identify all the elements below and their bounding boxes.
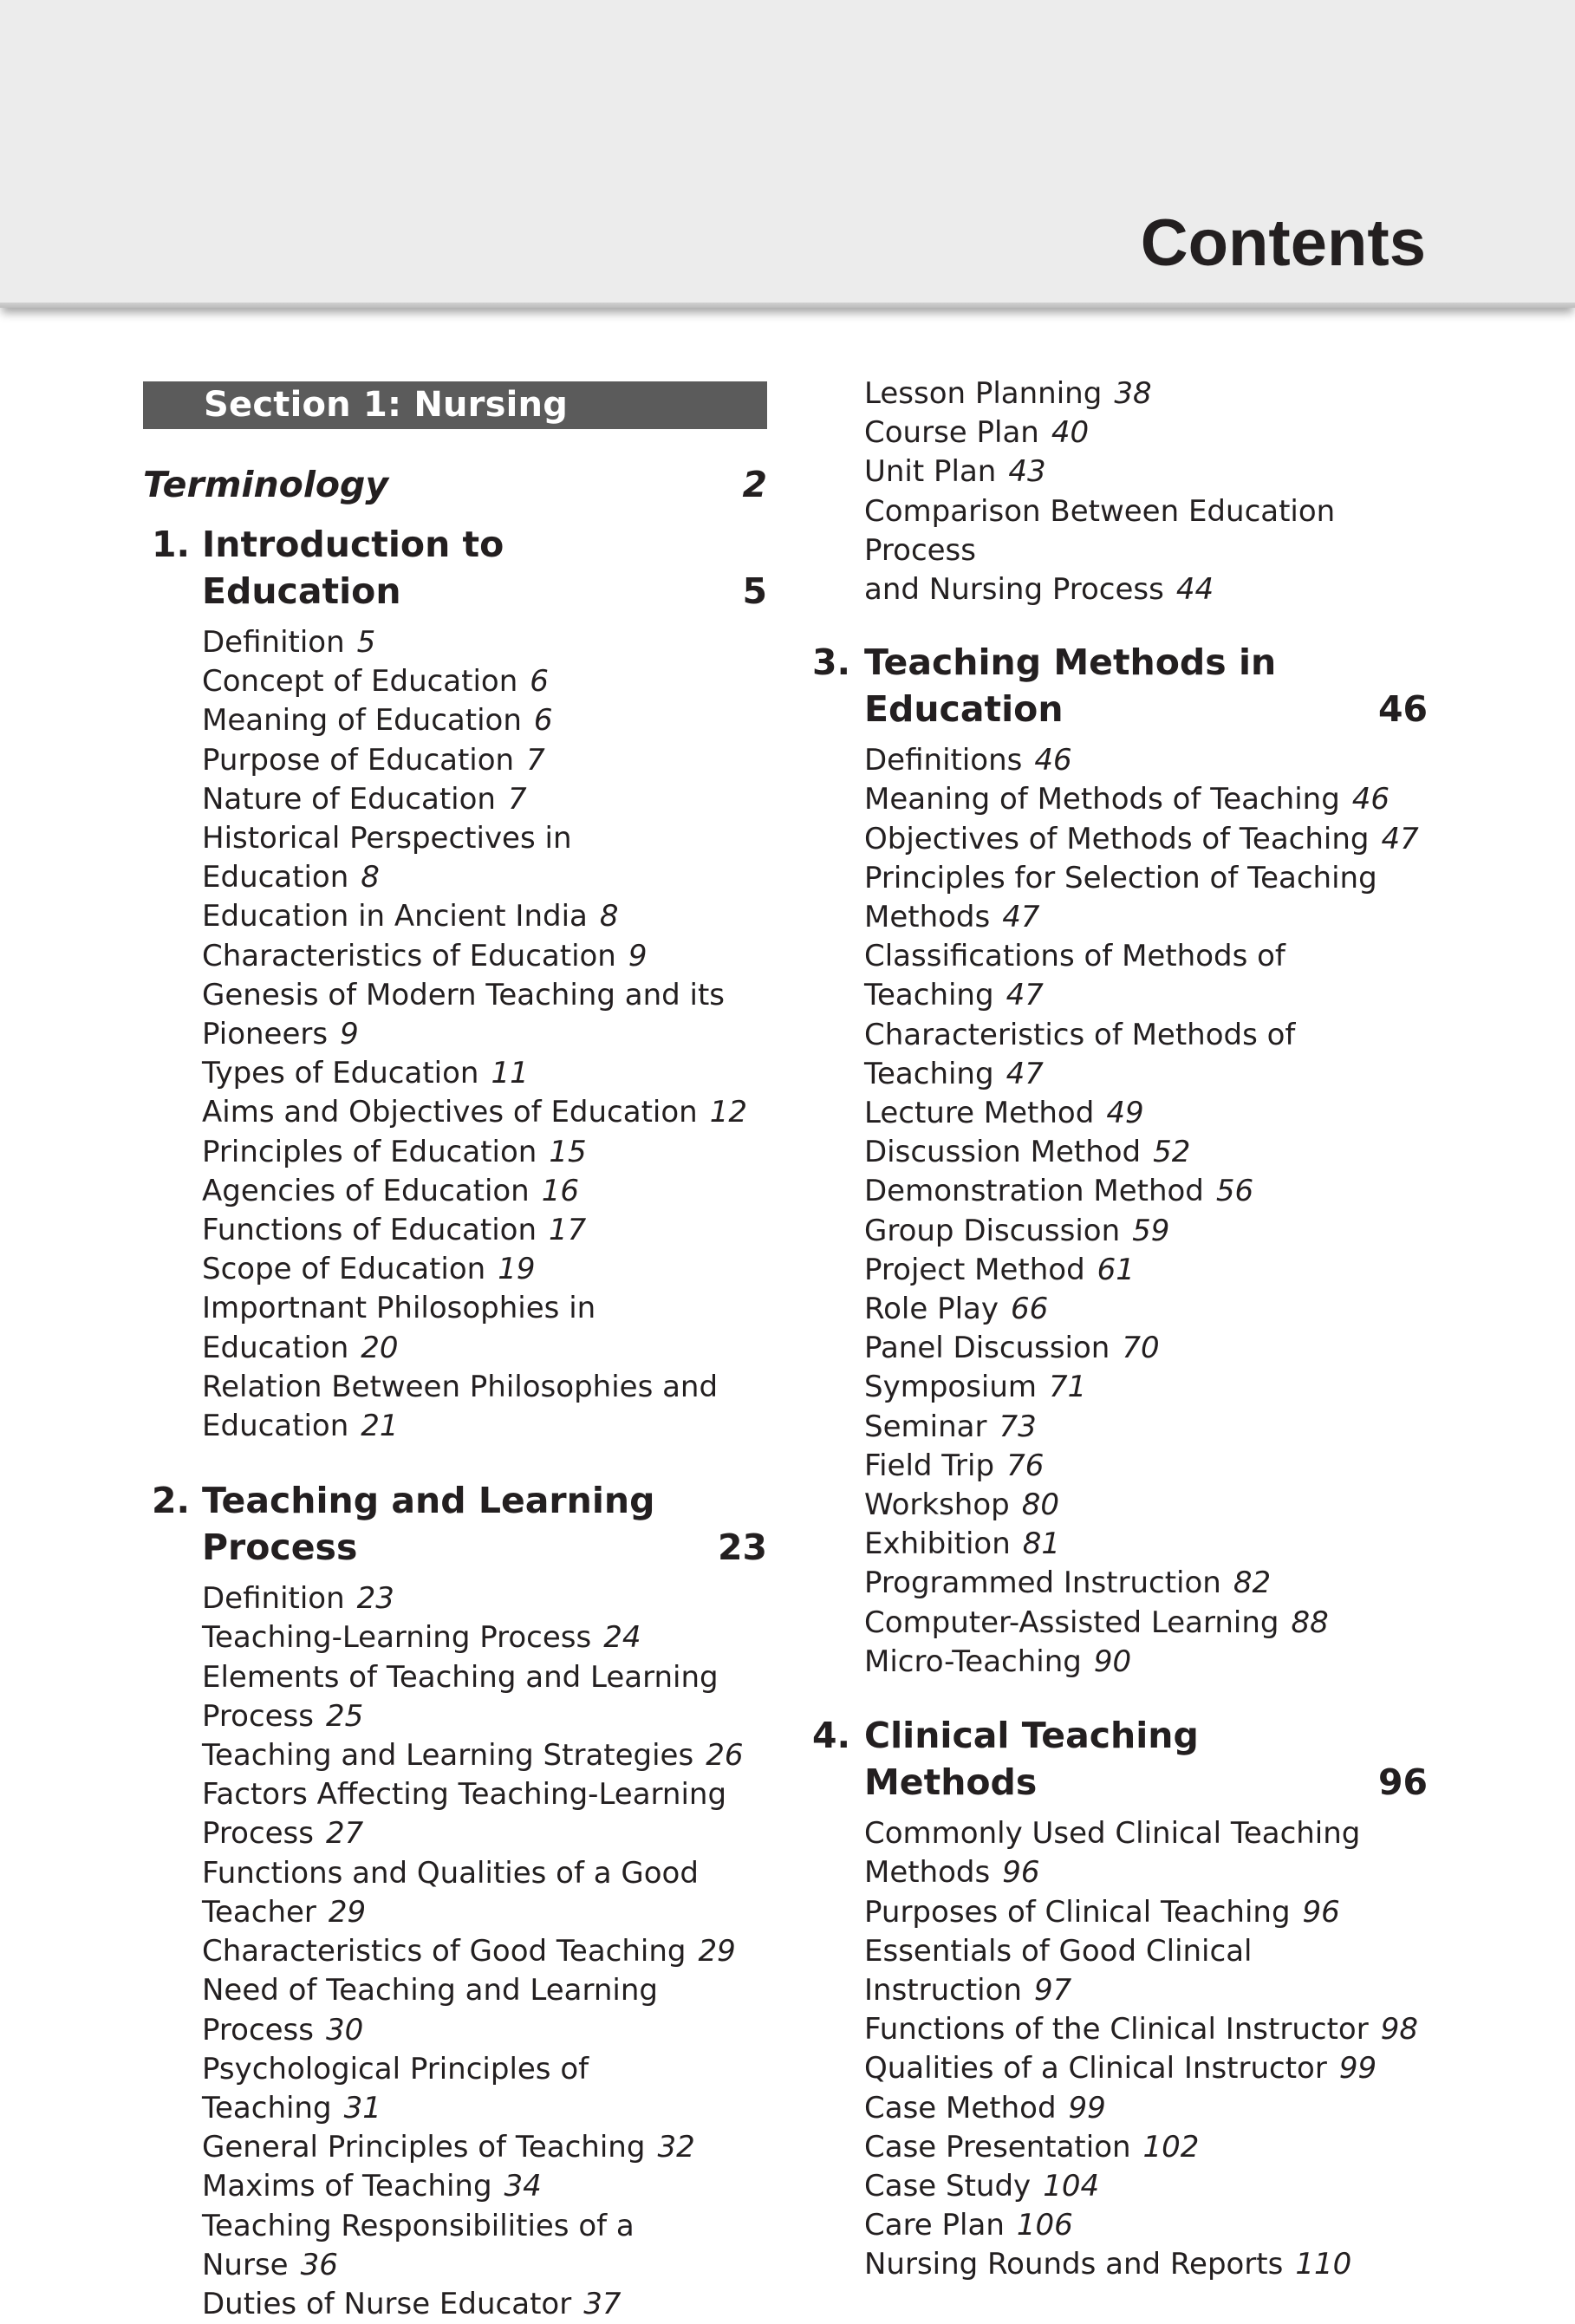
toc-entry-page: 76 xyxy=(1006,1448,1045,1483)
toc-entry[interactable] xyxy=(202,1289,767,1367)
toc-entry[interactable] xyxy=(864,859,1428,898)
toc-entry-title: Case Study xyxy=(864,2168,1032,2204)
toc-entry[interactable] xyxy=(202,1775,767,1814)
toc-entry[interactable] xyxy=(202,623,767,662)
toc-entry-title: Group Discussion xyxy=(864,1213,1121,1248)
toc-entry-page: 25 xyxy=(325,1698,364,1734)
toc-entry[interactable] xyxy=(202,1658,767,1697)
toc-entry-title: Seminar xyxy=(864,1409,987,1444)
toc-entry[interactable] xyxy=(864,820,1428,859)
toc-entry[interactable] xyxy=(202,976,767,1015)
toc-entry[interactable] xyxy=(864,2245,1428,2284)
toc-entry-page: 34 xyxy=(504,2169,542,2204)
toc-entry-page: 37 xyxy=(583,2286,622,2321)
toc-entry-page: 9 xyxy=(628,938,648,973)
terminology-title: Terminology xyxy=(143,464,389,505)
toc-entry-page: 11 xyxy=(491,1056,529,1091)
toc-entry-title: Types of Education xyxy=(202,1056,479,1091)
toc-terminology[interactable] xyxy=(143,459,767,511)
toc-entry-page: 16 xyxy=(541,1173,580,1208)
chapter-page: 5 xyxy=(742,570,767,612)
toc-entry-page: 106 xyxy=(1016,2208,1073,2243)
toc-entry-title: Methods xyxy=(864,1855,991,1891)
toc-entry-page: 30 xyxy=(325,2012,364,2047)
toc-entry-title: Commonly Used Clinical Teaching xyxy=(864,1816,1361,1852)
toc-entry-page: 46 xyxy=(1351,782,1390,817)
toc-entry-page: 23 xyxy=(356,1581,394,1617)
toc-entry-title: Aims and Objectives of Education xyxy=(202,1095,698,1130)
toc-entry-page: 7 xyxy=(526,742,545,778)
chapter-title-line-2: Process xyxy=(202,1527,358,1569)
chapter-1 xyxy=(143,521,767,1446)
toc-entry[interactable] xyxy=(202,1015,767,1054)
toc-left-column xyxy=(143,374,767,2324)
toc-entry-title: Teaching xyxy=(864,1056,994,1091)
toc-entry-page: 29 xyxy=(328,1894,367,1930)
toc-entry-title: Scope of Education xyxy=(202,1252,486,1287)
toc-entry-title: Concept of Education xyxy=(202,664,518,700)
toc-entry-title: Definition xyxy=(202,625,345,660)
toc-entry-page: 19 xyxy=(498,1252,536,1287)
toc-entry[interactable] xyxy=(202,1172,767,1211)
toc-entry[interactable] xyxy=(864,1853,1428,1892)
chapter-heading[interactable] xyxy=(143,521,767,615)
toc-entry-title: Programmed Instruction xyxy=(864,1566,1221,1601)
chapter-title: Introduction to Education xyxy=(202,524,504,612)
toc-entry[interactable] xyxy=(864,1212,1428,1251)
chapter-title xyxy=(802,639,1428,732)
toc-entry-page: 46 xyxy=(1034,743,1072,778)
toc-entry[interactable] xyxy=(202,819,767,897)
toc-entry-title: Maxims of Teaching xyxy=(202,2169,492,2204)
toc-entry[interactable] xyxy=(864,2128,1428,2167)
toc-entry-title: Meaning of Education xyxy=(202,703,522,739)
chapter-number: 1. xyxy=(152,524,191,565)
page-title: Contents xyxy=(1140,206,1426,280)
toc-entry[interactable] xyxy=(864,1408,1428,1447)
toc-entry-title: Process xyxy=(202,1698,314,1734)
chapter-title-line-1: Teaching Methods in xyxy=(864,641,1277,684)
toc-entry-title: Objectives of Methods of Teaching xyxy=(864,821,1370,856)
toc-entry[interactable] xyxy=(864,1172,1428,1211)
toc-entry-title: and Nursing Process xyxy=(864,572,1164,608)
chapter-number: 3. xyxy=(812,641,851,684)
toc-entry-title: Field Trip xyxy=(864,1448,995,1483)
toc-entry[interactable] xyxy=(864,2206,1428,2245)
toc-entry-page: 9 xyxy=(340,1017,359,1052)
toc-entry[interactable] xyxy=(864,780,1428,819)
toc-entry[interactable] xyxy=(864,1290,1428,1329)
toc-entry-page: 99 xyxy=(1068,2090,1106,2125)
toc-entry-page: 17 xyxy=(549,1213,587,1248)
continued-entries xyxy=(802,374,1428,609)
toc-entry[interactable] xyxy=(202,2285,767,2324)
toc-entry-title: Comparison Between Education Process xyxy=(864,493,1336,568)
toc-entry[interactable] xyxy=(864,898,1428,937)
toc-entry[interactable] xyxy=(864,1932,1428,2010)
toc-entry[interactable] xyxy=(202,1618,767,1657)
toc-entry-title: Micro-Teaching xyxy=(864,1644,1082,1679)
toc-entry[interactable] xyxy=(202,701,767,740)
chapter-entries xyxy=(802,1814,1428,2284)
chapter-heading[interactable] xyxy=(802,1712,1428,1806)
toc-entry[interactable] xyxy=(864,1643,1428,1682)
toc-entry-title: Classifications of Methods of Teaching xyxy=(864,939,1285,1013)
toc-right-column xyxy=(802,374,1428,2285)
toc-entry-title: Workshop xyxy=(864,1487,1010,1523)
toc-entry[interactable] xyxy=(202,1407,767,1446)
toc-entry[interactable] xyxy=(864,1016,1428,1055)
toc-entry[interactable] xyxy=(864,1055,1428,1094)
toc-entry[interactable] xyxy=(864,1329,1428,1368)
toc-entry-page: 66 xyxy=(1010,1292,1049,1327)
toc-entry-page: 49 xyxy=(1106,1096,1144,1131)
toc-entry-title: Factors Affecting Teaching-Learning xyxy=(202,1777,727,1813)
toc-entry-page: 52 xyxy=(1153,1135,1191,1170)
toc-entry[interactable] xyxy=(202,1211,767,1250)
header-band xyxy=(0,0,1575,308)
toc-entry[interactable] xyxy=(864,452,1428,491)
toc-entry-title: Agencies of Education xyxy=(202,1173,530,1208)
toc-entry-title: Principles of Education xyxy=(202,1134,537,1169)
toc-entry-page: 27 xyxy=(325,1816,364,1852)
toc-entry-page: 56 xyxy=(1215,1174,1254,1209)
toc-entry-title: Genesis of Modern Teaching and its xyxy=(202,977,726,1012)
chapter-title xyxy=(143,1477,767,1571)
toc-entry[interactable] xyxy=(864,1564,1428,1603)
toc-entry[interactable] xyxy=(864,741,1428,780)
toc-entry[interactable] xyxy=(864,413,1428,452)
toc-entry[interactable] xyxy=(202,2207,767,2285)
toc-entry[interactable] xyxy=(202,897,767,936)
chapter-entries xyxy=(802,741,1428,1682)
toc-entry-page: 96 xyxy=(1002,1855,1040,1891)
toc-entry[interactable] xyxy=(202,2167,767,2206)
toc-entry-title: Pioneers xyxy=(202,1017,329,1052)
toc-entry-title: Unit Plan xyxy=(864,454,997,490)
terminology-page: 2 xyxy=(742,464,767,505)
toc-entry-title: Symposium xyxy=(864,1370,1038,1405)
toc-entry[interactable] xyxy=(864,2167,1428,2206)
toc-entry-title: Functions of the Clinical Instructor xyxy=(864,2012,1369,2047)
toc-entry-page: 6 xyxy=(533,703,553,739)
toc-entry-title: Process xyxy=(202,2012,314,2047)
toc-entry-page: 8 xyxy=(361,860,380,895)
toc-entry-title: Characteristics of Good Teaching xyxy=(202,1934,687,1969)
toc-entry-title: Lecture Method xyxy=(864,1096,1095,1131)
toc-entry-page: 104 xyxy=(1043,2168,1100,2204)
toc-entry[interactable] xyxy=(202,2128,767,2167)
chapter-title-line-2: Education xyxy=(864,688,1064,731)
toc-entry-page: 81 xyxy=(1022,1527,1061,1562)
toc-entry-title: Case Presentation xyxy=(864,2129,1131,2165)
chapter-title-line-1: Teaching and Learning xyxy=(202,1480,655,1522)
toc-entry[interactable] xyxy=(864,1604,1428,1643)
toc-entry[interactable] xyxy=(202,1093,767,1132)
toc-entry-title: Methods xyxy=(864,900,991,935)
toc-entry[interactable] xyxy=(864,492,1428,570)
toc-entry[interactable] xyxy=(202,1854,767,1893)
toc-entry-page: 102 xyxy=(1142,2129,1200,2165)
toc-entry-page: 88 xyxy=(1291,1605,1329,1640)
toc-entry[interactable] xyxy=(864,1094,1428,1133)
toc-entry[interactable] xyxy=(202,2011,767,2050)
toc-entry-title: Course Plan xyxy=(864,415,1039,451)
toc-entry[interactable] xyxy=(202,662,767,701)
toc-entry[interactable] xyxy=(864,1251,1428,1290)
toc-entry-title: Nature of Education xyxy=(202,781,496,817)
toc-entry-page: 6 xyxy=(530,664,549,700)
toc-entry-page: 99 xyxy=(1338,2051,1377,2086)
toc-entry-page: 15 xyxy=(549,1134,587,1169)
toc-entry-page: 80 xyxy=(1021,1487,1060,1523)
toc-entry-page: 59 xyxy=(1132,1213,1170,1248)
toc-entry-page: 61 xyxy=(1097,1252,1135,1287)
toc-entry[interactable] xyxy=(864,1447,1428,1486)
chapter-number: 2. xyxy=(152,1480,191,1522)
toc-entry[interactable] xyxy=(202,937,767,976)
toc-entry-title: Role Play xyxy=(864,1292,999,1327)
toc-entry-title: Functions and Qualities of a Good xyxy=(202,1855,699,1891)
chapter-heading[interactable] xyxy=(802,639,1428,732)
toc-entry[interactable] xyxy=(202,1697,767,1736)
toc-entry-page: 32 xyxy=(657,2130,695,2165)
toc-entry-title: Education in Ancient India xyxy=(202,899,588,934)
toc-entry-title: Essentials of Good Clinical Instruction xyxy=(864,1933,1253,2008)
toc-entry-page: 47 xyxy=(1381,821,1419,856)
toc-entry[interactable] xyxy=(202,780,767,819)
toc-entry[interactable] xyxy=(864,1486,1428,1525)
toc-entry[interactable] xyxy=(202,1250,767,1289)
toc-entry-title: Relation Between Philosophies and xyxy=(202,1369,719,1404)
chapter-entries xyxy=(143,623,767,1446)
toc-entry-page: 20 xyxy=(361,1330,399,1365)
toc-entry[interactable] xyxy=(864,570,1428,609)
toc-entry-title: Definitions xyxy=(864,743,1023,778)
toc-entry-page: 26 xyxy=(706,1738,744,1774)
toc-entry-page: 47 xyxy=(1006,978,1044,1013)
toc-entry-page: 47 xyxy=(1006,1056,1044,1091)
toc-entry-page: 36 xyxy=(300,2247,338,2282)
toc-entry-title: Teacher xyxy=(202,1894,316,1930)
toc-entry-title: Case Method xyxy=(864,2090,1057,2125)
toc-entry-page: 8 xyxy=(599,899,619,934)
toc-entry-title: Historical Perspectives in Education xyxy=(202,821,572,895)
toc-entry-page: 71 xyxy=(1049,1370,1087,1405)
toc-entry-title: Teaching-Learning Process xyxy=(202,1620,592,1656)
toc-entry[interactable] xyxy=(202,1971,767,2010)
toc-entry-title: Importnant Philosophies in Education xyxy=(202,1291,596,1365)
toc-entry-title: Functions of Education xyxy=(202,1213,537,1248)
toc-entry-page: 82 xyxy=(1233,1566,1272,1601)
chapter-entries xyxy=(143,1579,767,2324)
toc-entry[interactable] xyxy=(202,1814,767,1853)
toc-entry[interactable] xyxy=(864,1133,1428,1172)
toc-entry-page: 110 xyxy=(1295,2247,1352,2282)
toc-entry-title: Process xyxy=(202,1816,314,1852)
toc-entry-page: 90 xyxy=(1093,1644,1132,1679)
toc-entry-title: Characteristics of Education xyxy=(202,938,616,973)
chapter-4 xyxy=(802,1712,1428,2284)
toc-entry[interactable] xyxy=(202,1579,767,1618)
chapter-title: Clinical Teaching Methods xyxy=(864,1715,1199,1804)
toc-entry[interactable] xyxy=(864,1525,1428,1564)
chapter-page: 96 xyxy=(1377,1761,1428,1804)
toc-entry-page: 31 xyxy=(343,2090,381,2125)
toc-entry-page: 96 xyxy=(1302,1894,1340,1930)
toc-entry-title: Discussion Method xyxy=(864,1135,1142,1170)
toc-entry-title: Characteristics of Methods of xyxy=(864,1017,1296,1052)
toc-entry-title: Education xyxy=(202,1409,349,1444)
toc-entry-page: 98 xyxy=(1380,2012,1418,2047)
toc-entry-page: 7 xyxy=(507,781,527,817)
toc-entry-page: 73 xyxy=(999,1409,1037,1444)
chapter-page: 46 xyxy=(1377,688,1428,731)
chapter-2 xyxy=(143,1477,767,2324)
toc-entry[interactable] xyxy=(202,741,767,780)
toc-entry[interactable] xyxy=(864,1368,1428,1407)
toc-entry-title: Teaching Responsibilities of a Nurse xyxy=(202,2208,635,2282)
toc-entry-title: Demonstration Method xyxy=(864,1174,1204,1209)
toc-entry-title: Panel Discussion xyxy=(864,1331,1110,1366)
toc-entry-title: Lesson Planning xyxy=(864,376,1103,411)
toc-entry[interactable] xyxy=(202,1932,767,1971)
toc-entry-title: Need of Teaching and Learning xyxy=(202,1973,658,2008)
toc-entry[interactable] xyxy=(864,2049,1428,2088)
toc-entry[interactable] xyxy=(864,1814,1428,1853)
toc-entry-page: 21 xyxy=(361,1409,399,1444)
toc-entry-title: Definition xyxy=(202,1581,345,1617)
toc-entry-title: Principles for Selection of Teaching xyxy=(864,860,1377,895)
toc-entry-page: 38 xyxy=(1114,376,1152,411)
toc-entry[interactable] xyxy=(202,1133,767,1172)
toc-entry-page: 24 xyxy=(603,1620,641,1656)
toc-entry-page: 5 xyxy=(356,625,376,660)
toc-entry[interactable] xyxy=(864,2089,1428,2128)
toc-entry[interactable] xyxy=(202,1893,767,1932)
section-heading: Section 1: Nursing Education xyxy=(143,381,767,429)
toc-entry-title: Elements of Teaching and Learning xyxy=(202,1659,719,1695)
toc-entry-title: General Principles of Teaching xyxy=(202,2130,646,2165)
toc-entry[interactable] xyxy=(864,937,1428,1015)
toc-entry[interactable] xyxy=(202,1054,767,1093)
toc-entry-page: 43 xyxy=(1008,454,1046,490)
chapter-page: 23 xyxy=(717,1527,767,1569)
toc-entry-page: 44 xyxy=(1175,572,1214,608)
chapter-heading[interactable] xyxy=(143,1477,767,1571)
toc-entry-page: 40 xyxy=(1051,415,1090,451)
toc-entry-title: Nursing Rounds and Reports xyxy=(864,2247,1284,2282)
chapter-3 xyxy=(802,639,1428,1682)
toc-entry-title: Qualities of a Clinical Instructor xyxy=(864,2051,1327,2086)
toc-entry[interactable] xyxy=(864,1893,1428,1932)
toc-entry[interactable] xyxy=(202,2050,767,2128)
toc-entry[interactable] xyxy=(202,1736,767,1775)
toc-entry-title: Care Plan xyxy=(864,2208,1005,2243)
toc-entry-title: Computer-Assisted Learning xyxy=(864,1605,1279,1640)
toc-entry-title: Purpose of Education xyxy=(202,742,515,778)
toc-entry-title: Teaching and Learning Strategies xyxy=(202,1738,694,1774)
toc-entry-title: Duties of Nurse Educator xyxy=(202,2286,572,2321)
toc-entry-title: Psychological Principles of Teaching xyxy=(202,2051,589,2125)
toc-entry-title: Exhibition xyxy=(864,1527,1011,1562)
toc-entry-page: 29 xyxy=(698,1934,736,1969)
toc-entry-title: Project Method xyxy=(864,1252,1085,1287)
toc-entry-title: Purposes of Clinical Teaching xyxy=(864,1894,1291,1930)
toc-entry[interactable] xyxy=(864,374,1428,413)
toc-entry-page: 12 xyxy=(709,1095,747,1130)
toc-entry-page: 70 xyxy=(1122,1331,1160,1366)
toc-entry-page: 47 xyxy=(1002,900,1040,935)
toc-entry-title: Meaning of Methods of Teaching xyxy=(864,782,1340,817)
toc-entry[interactable] xyxy=(202,1368,767,1407)
chapter-number: 4. xyxy=(812,1715,851,1757)
toc-entry[interactable] xyxy=(864,2010,1428,2049)
toc-entry-page: 97 xyxy=(1033,1972,1072,2008)
